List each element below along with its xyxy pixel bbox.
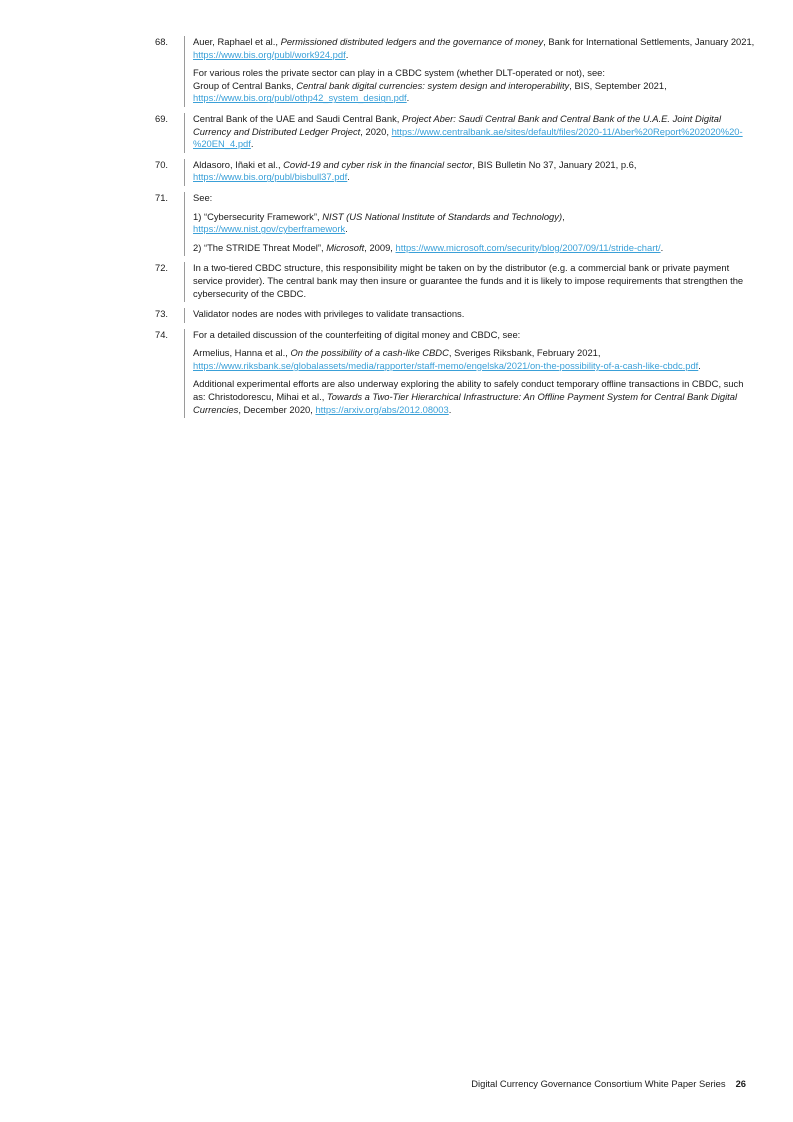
citation-link[interactable]: https://www.microsoft.com/security/blog/2007/09/11/stride-chart/: [395, 241, 661, 253]
citation-text: Armelius, Hanna et al.,: [193, 347, 291, 359]
citation-text: , 2020,: [360, 125, 392, 137]
citation-text: , Bank for International Settlements, January 2021,: [543, 36, 755, 47]
citation-link[interactable]: https://www.centralbank.ae/sites/default/files/2020-11/Aber%20Report%202020%20-%20EN_4.pdf: [193, 125, 743, 150]
citation-text: Aldasoro, Iñaki et al.,: [193, 158, 284, 170]
footnote-paragraph: [193, 36, 755, 61]
citation-text: , 2009,: [364, 241, 396, 253]
citation-text: , Sveriges Riksbank, February 2021,: [448, 347, 601, 359]
punctuation: .: [250, 138, 254, 150]
citation-link[interactable]: https://www.bis.org/publ/othp42_system_design.pdf: [193, 92, 407, 104]
footnote-paragraph: In a two-tiered CBDC structure, this responsibility might be taken on by the distributor (e.g. a commercial bank or private payment service provider). The central bank may then insure or guarantee the funds and it is likely to impose requirements that strengthen the cybersecurity of the CBDC.: [193, 262, 744, 299]
citation-text: 1) “Cybersecurity Framework”,: [193, 210, 323, 222]
footnote-paragraph: [193, 242, 755, 255]
citation-title: Towards a Two-Tier Hierarchical Infrastructure: An Offline Payment System for Central Bank Digital Currencies: [193, 391, 738, 415]
footnote-72: [155, 262, 755, 302]
citation-text: Auer, Raphael et al.,: [193, 36, 281, 47]
citation-text: , BIS Bulletin No 37, January 2021, p.6,: [472, 158, 637, 170]
citation-title: Project Aber: Saudi Central Bank and Central Bank of the U.A.E. Joint Digital Currency and Distributed Ledger Project: [193, 112, 722, 137]
footnote-paragraph: [193, 211, 755, 236]
punctuation: .: [406, 92, 410, 104]
footnote-paragraph: [193, 67, 755, 105]
punctuation: .: [660, 241, 664, 253]
footnote-paragraph: [193, 159, 755, 184]
footnote-paragraph: For a detailed discussion of the counterfeiting of digital money and CBDC, see:: [193, 328, 521, 340]
citation-text: , December 2020,: [238, 403, 316, 415]
footnote-71: [155, 192, 755, 256]
punctuation: .: [698, 359, 701, 371]
footnote-paragraph: [193, 347, 755, 372]
citation-link[interactable]: https://arxiv.org/abs/2012.08003: [315, 403, 449, 415]
footnote-number: 69.: [155, 112, 169, 124]
footnote-number: 70.: [155, 158, 169, 170]
citation-link[interactable]: https://www.bis.org/publ/bisbull37.pdf: [193, 171, 348, 183]
footnote-body: [184, 159, 755, 186]
punctuation: .: [345, 223, 348, 235]
citation-title: Covid-19 and cyber risk in the financial sector: [283, 158, 473, 170]
page-number: 26: [735, 1078, 746, 1089]
citation-text: Additional experimental efforts are also underway exploring the ability to safely conduct temporary offline transactions in CBDC, such as: Christodorescu, Mihai et al.,: [193, 378, 744, 403]
citation-link[interactable]: https://www.bis.org/publ/work924.pdf: [193, 48, 346, 60]
footnote-body: [184, 329, 755, 419]
citation-link[interactable]: https://www.riksbank.se/globalassets/media/rapporter/staff-memo/engelska/2021/on-the-possibility-of-a-cash-like-cbdc.pdf: [193, 359, 699, 371]
citation-text: Group of Central Banks,: [193, 79, 297, 91]
footnote-body: [184, 36, 755, 107]
citation-text: ,: [562, 210, 565, 222]
punctuation: .: [345, 48, 349, 60]
footnote-number: 71.: [155, 191, 169, 203]
footnote-70: [155, 159, 755, 186]
footnote-number: 68.: [155, 36, 169, 47]
footnote-number: 73.: [155, 308, 169, 320]
footnote-paragraph: [193, 113, 755, 151]
citation-title: On the possibility of a cash-like CBDC: [290, 347, 449, 359]
footnote-69: [155, 113, 755, 153]
citation-text: Central Bank of the UAE and Saudi Central Bank,: [193, 112, 402, 124]
footnote-74: [155, 329, 755, 419]
footnote-paragraph: [193, 378, 755, 416]
citation-title: Microsoft: [326, 241, 365, 253]
citation-title: Central bank digital currencies: system design and interoperability: [296, 79, 570, 91]
series-title: Digital Currency Governance Consortium White Paper Series: [471, 1078, 726, 1089]
page-footer: [380, 1078, 746, 1089]
footnotes-list: [155, 36, 755, 424]
footnote-body: [184, 192, 755, 256]
footnote-body: [184, 262, 755, 302]
footnote-paragraph: See:: [193, 191, 213, 203]
citation-text: 2) “The STRIDE Threat Model”,: [193, 241, 327, 253]
footnote-body: [184, 308, 755, 323]
footnote-paragraph: Validator nodes are nodes with privileges to validate transactions.: [193, 308, 465, 320]
footnote-body: [184, 113, 755, 153]
footnote-68: [155, 36, 755, 107]
citation-link[interactable]: https://www.nist.gov/cyberframework: [193, 223, 346, 235]
footnote-number: 72.: [155, 262, 169, 274]
citation-title: NIST (US National Institute of Standards and Technology): [322, 210, 563, 222]
punctuation: .: [448, 403, 452, 415]
note-text: For various roles the private sector can play in a CBDC system (whether DLT-operated or not), see:: [193, 67, 605, 79]
citation-text: , BIS, September 2021,: [569, 79, 667, 91]
footnote-73: [155, 308, 755, 323]
citation-title: Permissioned distributed ledgers and the governance of money: [280, 36, 544, 47]
footnote-number: 74.: [155, 328, 169, 340]
punctuation: .: [347, 171, 350, 183]
